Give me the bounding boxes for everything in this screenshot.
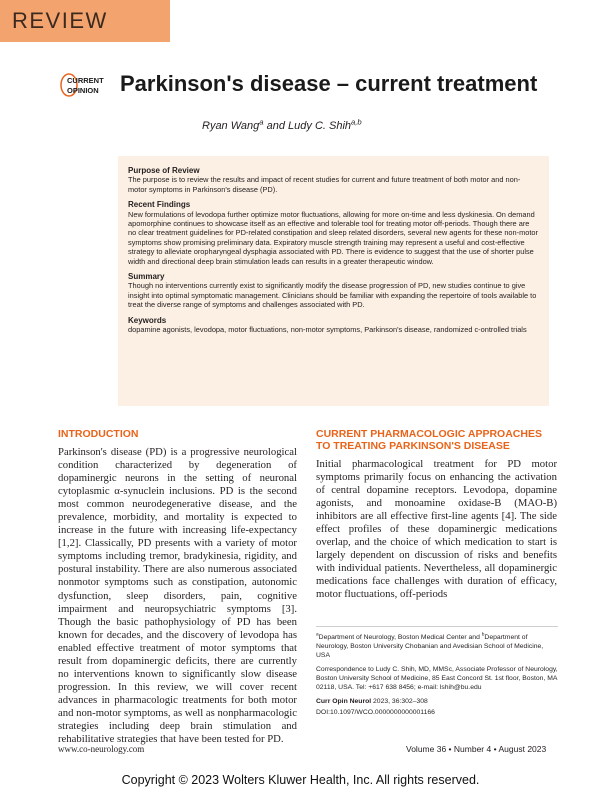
bullet-2: • [493,744,497,754]
logo-word-opinion: OPINION [67,86,99,95]
volume: Volume 36 [406,744,447,754]
review-badge-label: REVIEW [12,8,108,33]
summary-heading: Summary [128,272,165,282]
affiliations [316,633,558,660]
bullet-1: • [448,744,452,754]
findings-heading: Recent Findings [128,200,191,210]
citation [316,697,558,706]
logo-word-current: CURRENT [67,76,104,85]
purpose-heading: Purpose of Review [128,166,200,175]
author-1: Ryan Wang [202,120,260,132]
author-1-affil: a [259,117,264,127]
author-2: Ludy C. Shih [288,120,352,132]
journal-name: Curr Opin Neurol [316,698,372,705]
right-column [316,428,557,602]
left-column [58,428,297,746]
pharmacologic-text: Initial pharmacological treatment for PD motor symptoms primarily focus on enhancing the activation of central dopamine receptors. Levodopa, dopamine agonists, and monoamine oxidase-B (MAO-B) inhibitors are all effective first-line agents [4]. The side effect profiles of these dopaminergic medications overlap, and the choice of which medication to start is largely dependent on discussion of risks and benefits with individual patients. Nevertheless, all dopaminergic medications face challenges with duration of efficacy, motor fluctuations, off-periods [316,458,557,601]
affil-a-text: Department of Neurology, Boston Medical Center and [318,634,482,641]
doi: DOI:10.1097/WCO.0000000000001166 [316,709,435,716]
author-2-affil: a,b [351,117,362,127]
issue-info [406,744,546,754]
purpose-text: The purpose is to review the results and impact of recent studies for current and future treatment of both motor and non-motor symptoms in Parkinson's disease (PD). [128,175,521,194]
copyright-notice: Copyright © 2023 Wolters Kluwer Health, Inc. All rights reserved. [121,773,480,787]
date: August 2023 [498,744,547,754]
author-and: and [263,120,289,132]
review-badge [0,0,170,42]
affil-a-mark: a [316,632,319,638]
keywords-text: dopamine agonists, levodopa, motor fluctuations, non-motor symptoms, Parkinson's disease, randomized c-ontrolled trials [128,325,527,335]
author-line [202,117,362,132]
correspondence: Correspondence to Ludy C. Shih, MD, MMSc, Associate Professor of Neurology, Boston University School of Medicine, 85 East Concord St. 1st floor, Boston, MA 02118, USA. Tel: +617 638 8456; e-mail: lshih@bu.edu [316,666,558,691]
pharmacologic-heading: CURRENT PHARMACOLOGIC APPROACHES TO TREATING PARKINSON'S DISEASE [316,428,542,452]
affil-b-text: Department of Neurology, Boston University Chobanian and Avedisian School of Medicine, USA [316,634,544,659]
number: Number 4 [453,744,492,754]
article-footnote [316,626,558,722]
abstract-box [118,156,549,406]
introduction-text: Parkinson's disease (PD) is a progressive neurological condition characterized by degeneration of dopaminergic neurons in the setting of neuronal cytoplasmic α-synuclein inclusions. PD is the second most common neurodegenerative disease, and the prevalence, morbidity, and mortality is expected to increase in the future with increasing life-expectancy [1,2]. Classically, PD presents with a variety of motor symptoms including tremor, bradykinesia, rigidity, and postural instability. There are also numerous associated nonmotor symptoms such as constipation, autonomic dysfunction, sleep disorders, pain, cognitive impairment and neuropsychiatric symptoms [3]. Though the basic pathophysiology of PD has been known for decades, and the discovery of levodopa has enabled effective treatment of motor symptoms that result from dopaminergic deficits, there are currently no interventions known to significantly slow disease progression. In this review, we will cover recent advances in pharmacologic treatments for both motor and non-motor symptoms, as well as nonpharmacologic strategies including deep brain stimulation and rehabilitative strategies that have been tested for PD. [58,446,297,746]
affil-b-mark: b [481,632,485,638]
keywords-heading: Keywords [128,315,167,325]
current-opinion-logo [60,72,106,98]
article-title: Parkinson's disease – current treatment [120,71,538,96]
journal-volume-pages: 2023, 36:302–308 [371,698,428,705]
findings-text: New formulations of levodopa further optimize motor fluctuations, allowing for more on-time and less dyskinesia. On demand apomorphine continues to showcase itself as an effective and tolerable tool for treating motor off-periods. Though there are no clear treatment guidelines for PD-related constipation and sleep related disorders, several new agents for these non-motor symptoms show promising preliminary data. Expiratory muscle strength training may represent a useful and cost-effective strategy to alleviate oropharyngeal dysphagia associated with PD. There is evidence to suggest that the use of shorter pulse width and directional deep brain stimulation leads can results in a greater therapeutic window. [128,209,538,266]
introduction-heading: INTRODUCTION [58,428,139,440]
summary-text: Though no interventions currently exist to significantly modify the disease progression of PD, new studies continue to give insight into optimal symptomatic management. Clinicians should be familiar with expanding the repertoire of tools available to treat the diverse range of symptoms and challenges associated with PD. [128,281,537,310]
journal-website: www.co-neurology.com [58,744,145,754]
